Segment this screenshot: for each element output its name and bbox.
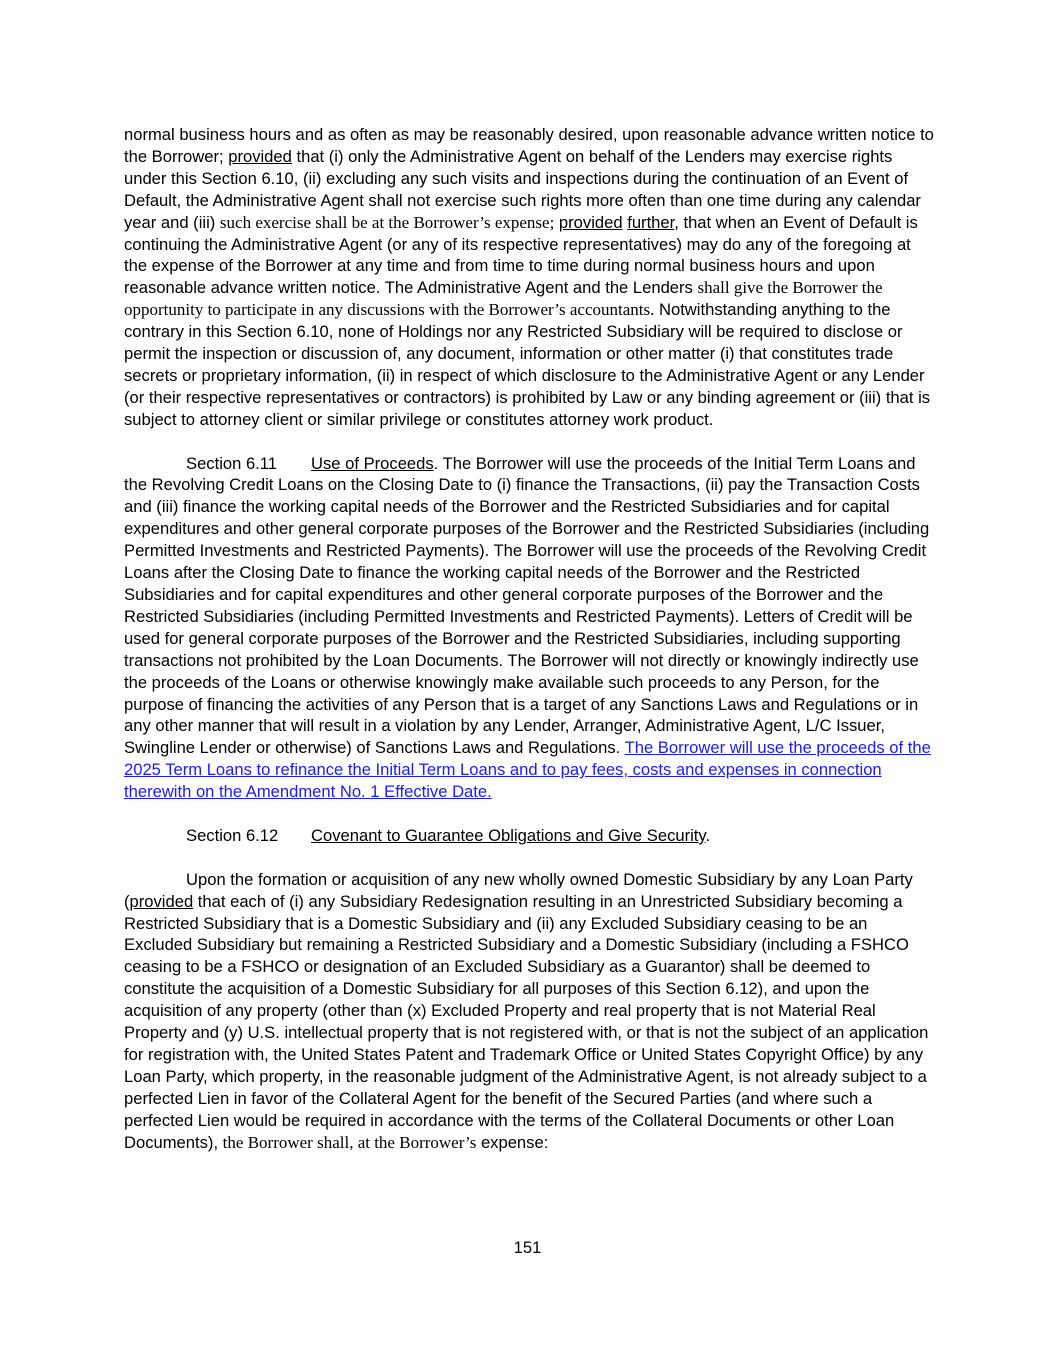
- section-title: Use of Proceeds: [311, 453, 434, 473]
- amendment-inserted-text: The Borrower will use the proceeds of the 2025 Term Loans to refinance the Initial Term Loans and to pay fees, costs and expenses in connection therewith on the Amendment No. 1 Effective Date.: [124, 738, 931, 802]
- text-run: normal business hours and as often as may be reasonably desired, upon reasonable advance written notice to the Borrower;: [124, 125, 934, 166]
- text-run: Upon the formation or acquisition of any new wholly owned Domestic Subsidiary by any Loan Party (: [124, 869, 913, 911]
- underlined-term-further: further: [627, 212, 675, 232]
- underlined-term-provided: provided: [558, 212, 623, 232]
- text-run: , that when an Event of Default is continuing the Administrative Agent (or any of its respective representatives) may do any of the foregoing at the expense of the Borrower at any time and from time to time during normal business hours and upon reasonable advance written notice. The Administrative Agent and the Lenders: [124, 212, 918, 298]
- page-number: 151: [513, 1238, 542, 1257]
- serif-text-run: the Borrower shall, at the Borrower’s: [222, 1132, 477, 1152]
- text-run: that (i) only the Administrative Agent on behalf of the Lenders may exercise rights under this Section 6.10, (ii) excluding any such visits and inspections during the continuation of an Event of Default, the Administrative Agent shall not exercise such rights more often than one time during any calendar year and (iii): [124, 146, 921, 232]
- section-number: Section 6.11: [186, 453, 278, 473]
- serif-text-run: shall give the Borrower the opportunity to participate in any discussions with the Borrower’s accountants.: [124, 278, 883, 320]
- paragraph-guarantee-obligations: [124, 869, 936, 1154]
- text-run: expense:: [476, 1132, 549, 1152]
- text-run: that each of (i) any Subsidiary Redesignation resulting in an Unrestricted Subsidiary becoming a Restricted Subsidiary that is a Domestic Subsidiary and (ii) any Excluded Subsidiary ceasing to be an Excluded Subsidiary but remaining a Restricted Subsidiary and a Domestic Subsidiary (including a FSHCO ceasing to be a FSHCO or designation of an Excluded Subsidiary as a Guarantor) shall be deemed to constitute the acquisition of a Domestic Subsidiary for all purposes of this Section 6.12), and upon the acquisition of any property (other than (x) Excluded Property and real property that is not Material Real Property and (y) U.S. intellectual property that is not registered with, or that is not the subject of an application for registration with, the United States Patent and Trademark Office or United States Copyright Office) by any Loan Party, which property, in the reasonable judgment of the Administrative Agent, is not already subject to a perfected Lien in favor of the Collateral Agent for the benefit of the Secured Parties (and where such a perfected Lien would be required in accordance with the terms of the Collateral Documents or other Loan Documents),: [124, 891, 929, 1152]
- paragraph-inspection-rights: [124, 124, 936, 431]
- underlined-term-provided: provided: [129, 891, 194, 911]
- section-number: Section 6.12: [186, 825, 279, 845]
- section-title: Covenant to Guarantee Obligations and Give Security: [311, 825, 706, 845]
- text-run: Notwithstanding anything to the contrary in this Section 6.10, none of Holdings nor any Restricted Subsidiary will be required to disclose or permit the inspection or discussion of, any document, information or other matter (i) that constitutes trade secrets or proprietary information, (ii) in respect of which disclosure to the Administrative Agent or any Lender (or their respective representatives or contractors) is prohibited by Law or any binding agreement or (iii) that is subject to attorney client or similar privilege or constitutes attorney work product.: [124, 300, 931, 429]
- section-body-text: The Borrower will use the proceeds of the Initial Term Loans and the Revolving Credit Loans on the Closing Date to (i) finance the Transactions, (ii) pay the Transaction Costs and (iii) finance the working capital needs of the Borrower and the Restricted Subsidiaries and for capital expenditures and other general corporate purposes of the Borrower and the Restricted Subsidiaries (including Permitted Investments and Restricted Payments). The Borrower will use the proceeds of the Revolving Credit Loans after the Closing Date to finance the working capital needs of the Borrower and the Restricted Subsidiaries and for capital expenditures and other general corporate purposes of the Borrower and the Restricted Subsidiaries (including Permitted Investments and Restricted Payments). Letters of Credit will be used for general corporate purposes of the Borrower and the Restricted Subsidiaries, including supporting transactions not prohibited by the Loan Documents. The Borrower will not directly or knowingly indirectly use the proceeds of the Loans or otherwise knowingly make available such proceeds to any Person, for the purpose of financing the activities of any Person that is a target of any Sanctions Laws and Regulations or in any other manner that will result in a violation by any Lender, Arranger, Administrative Agent, L/C Issuer, Swingline Lender or otherwise) of Sanctions Laws and Regulations.: [124, 453, 930, 758]
- section-6-12-heading: [124, 825, 936, 847]
- section-6-11-paragraph: [124, 453, 936, 804]
- section-title-period: .: [705, 825, 711, 845]
- section-title-period: .: [433, 453, 439, 473]
- underlined-term-provided: provided: [228, 146, 292, 166]
- page-body: [124, 124, 936, 1154]
- serif-text-run: such exercise shall be at the Borrower’s expense;: [219, 212, 555, 232]
